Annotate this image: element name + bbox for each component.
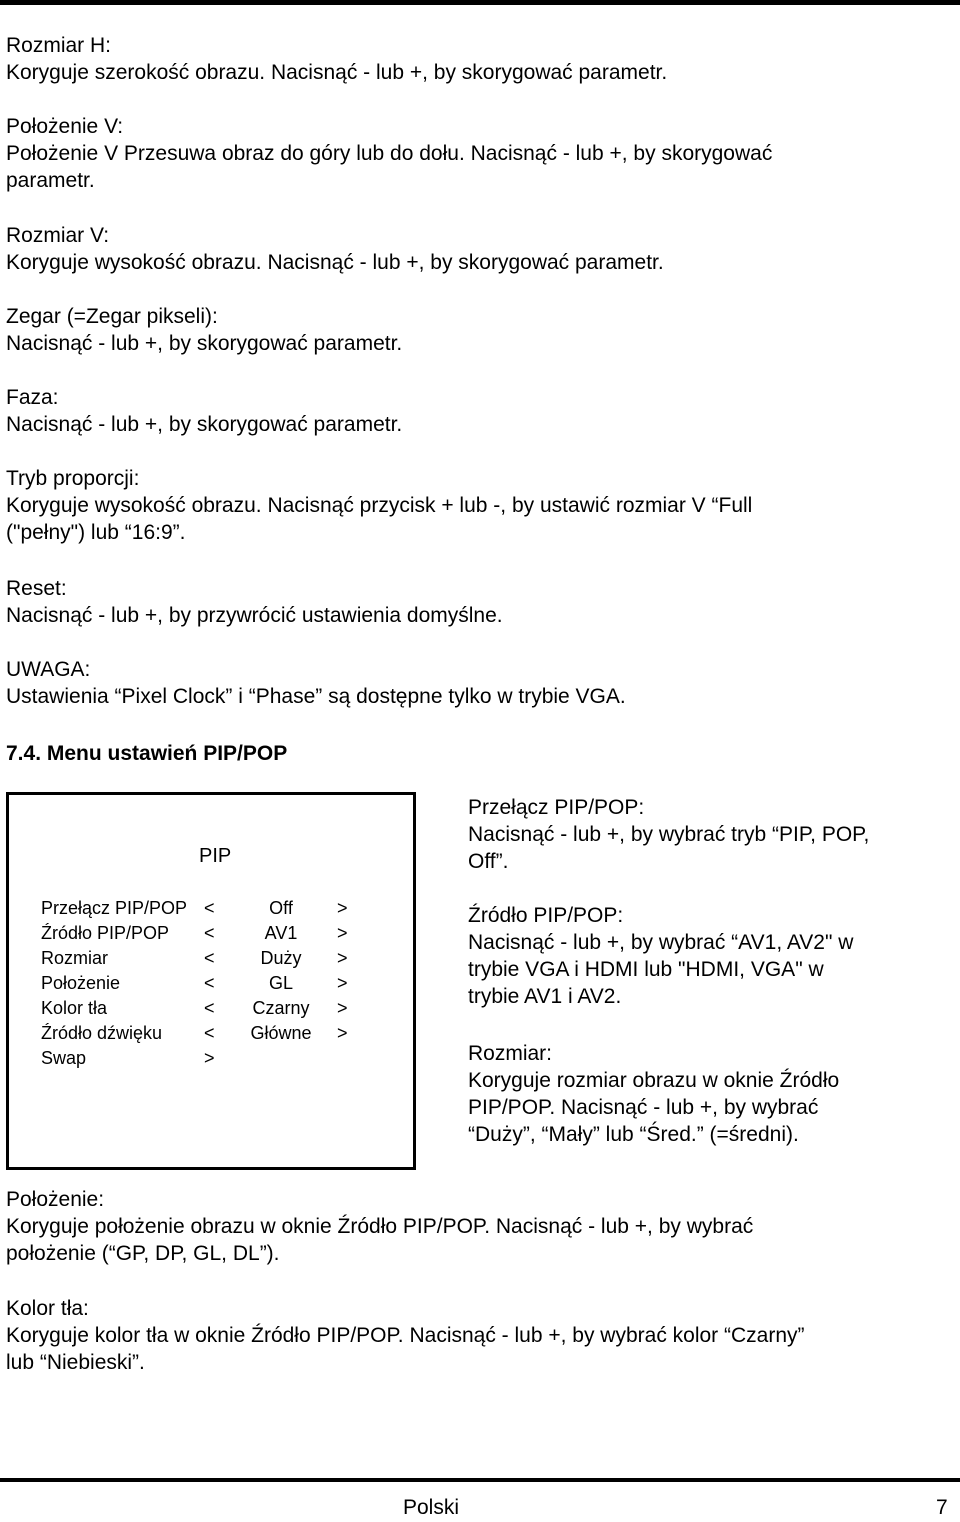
- section-faza: [6, 384, 402, 438]
- section-label: Rozmiar V:: [6, 224, 110, 247]
- menu-row-value: Duży: [260, 948, 302, 968]
- menu-row-label: Kolor tła: [41, 998, 108, 1018]
- menu-row-value: GL: [269, 973, 294, 993]
- menu-row-kolor-tla: [41, 996, 361, 1021]
- section-text: Nacisnąć - lub +, by wybrać tryb “PIP, POP,: [468, 823, 870, 846]
- section-kolor-tla: [6, 1295, 805, 1376]
- section-reset: [6, 575, 503, 629]
- section-label: Rozmiar:: [468, 1042, 553, 1065]
- section-label: Kolor tła:: [6, 1297, 89, 1320]
- section-label: Rozmiar H:: [6, 34, 112, 57]
- section-text: lub “Niebieski”.: [6, 1351, 145, 1374]
- section-text: Nacisnąć - lub +, by skorygować parametr.: [6, 332, 403, 355]
- section-text: położenie (“GP, DP, GL, DL”).: [6, 1242, 280, 1265]
- section-text: Off”.: [468, 850, 509, 873]
- section-text: Koryguje wysokość obrazu. Nacisnąć - lub +, by skorygować parametr.: [6, 251, 664, 274]
- section-text: PIP/POP. Nacisnąć - lub +, by wybrać: [468, 1096, 819, 1119]
- section-text: Nacisnąć - lub +, by wybrać “AV1, AV2" w: [468, 931, 854, 954]
- menu-row-label: Położenie: [41, 973, 121, 993]
- menu-row-label: Źródło PIP/POP: [41, 923, 170, 943]
- right-arrow: >: [337, 973, 348, 993]
- section-text: ("pełny") lub “16:9”.: [6, 521, 186, 544]
- section-zegar: [6, 303, 402, 357]
- menu-row-label: Rozmiar: [41, 948, 109, 968]
- right-arrow: >: [337, 923, 348, 943]
- section-text: parametr.: [6, 169, 95, 192]
- section-przelacz-pip-pop: [468, 794, 869, 875]
- section-heading: 7.4. Menu ustawień PIP/POP: [6, 742, 288, 765]
- menu-row-zrodlo-dzwieku: [41, 1021, 361, 1046]
- section-rozmiar-h: [6, 32, 667, 86]
- menu-row-polozenie: [41, 971, 361, 996]
- section-label: Tryb proporcji:: [6, 467, 140, 490]
- section-text: Nacisnąć - lub +, by skorygować parametr.: [6, 413, 403, 436]
- section-label: Przełącz PIP/POP:: [468, 796, 645, 819]
- menu-row-przelacz: [41, 896, 361, 921]
- menu-row-value: Główne: [250, 1023, 312, 1043]
- section-text: Koryguje położenie obrazu w oknie Źródło PIP/POP. Nacisnąć - lub +, by wybrać: [6, 1215, 754, 1238]
- page-number: 7: [936, 1496, 948, 1519]
- right-arrow: >: [337, 948, 348, 968]
- section-rozmiar: [468, 1040, 839, 1148]
- section-text: Położenie V Przesuwa obraz do góry lub do dołu. Nacisnąć - lub +, by skorygować: [6, 142, 773, 165]
- section-label: Faza:: [6, 386, 59, 409]
- section-label: Położenie V:: [6, 115, 124, 138]
- menu-row-zrodlo: [41, 921, 361, 946]
- menu-row-swap: [41, 1046, 361, 1071]
- section-label: UWAGA:: [6, 658, 91, 681]
- section-polozenie-v: [6, 113, 772, 194]
- menu-row-label: Źródło dźwięku: [41, 1023, 163, 1043]
- section-text: Koryguje szerokość obrazu. Nacisnąć - lub +, by skorygować parametr.: [6, 61, 668, 84]
- section-rozmiar-v: [6, 222, 664, 276]
- left-arrow: <: [204, 998, 215, 1018]
- left-arrow: <: [204, 898, 215, 918]
- section-text: Nacisnąć - lub +, by przywrócić ustawienia domyślne.: [6, 604, 503, 627]
- left-arrow: <: [204, 973, 215, 993]
- section-text: Koryguje rozmiar obrazu w oknie Źródło: [468, 1069, 840, 1092]
- right-arrow: >: [337, 998, 348, 1018]
- menu-row-rozmiar: [41, 946, 361, 971]
- section-label: Reset:: [6, 577, 67, 600]
- section-label: Zegar (=Zegar pikseli):: [6, 305, 218, 328]
- section-text: Koryguje kolor tła w oknie Źródło PIP/POP. Nacisnąć - lub +, by wybrać kolor “Czarny”: [6, 1324, 805, 1347]
- section-text: trybie VGA i HDMI lub "HDMI, VGA" w: [468, 958, 824, 981]
- menu-row-label: Swap: [41, 1048, 87, 1068]
- left-arrow: <: [204, 1023, 215, 1043]
- menu-row-label: Przełącz PIP/POP: [41, 898, 188, 918]
- pip-menu-screenshot: [6, 792, 416, 1170]
- enter-arrow: >: [204, 1048, 215, 1068]
- section-text: trybie AV1 i AV2.: [468, 985, 622, 1008]
- section-zrodlo-pip-pop: [468, 902, 853, 1010]
- section-label: Położenie:: [6, 1188, 105, 1211]
- section-label: Źródło PIP/POP:: [468, 904, 624, 927]
- section-text: Ustawienia “Pixel Clock” i “Phase” są dostępne tylko w trybie VGA.: [6, 685, 626, 708]
- section-tryb-proporcji: [6, 465, 752, 546]
- pip-menu-title: PIP: [199, 845, 232, 867]
- menu-row-value: Off: [269, 898, 293, 918]
- section-polozenie: [6, 1186, 753, 1267]
- footer-rule: [0, 1478, 960, 1482]
- left-arrow: <: [204, 923, 215, 943]
- footer-language: Polski: [403, 1496, 460, 1519]
- right-arrow: >: [337, 898, 348, 918]
- section-text: Koryguje wysokość obrazu. Nacisnąć przycisk + lub -, by ustawić rozmiar V “Full: [6, 494, 753, 517]
- section-uwaga: [6, 656, 626, 710]
- section-text: “Duży”, “Mały” lub “Śred.” (=średni).: [468, 1123, 799, 1146]
- menu-row-value: Czarny: [252, 998, 310, 1018]
- top-rule: [0, 0, 960, 5]
- left-arrow: <: [204, 948, 215, 968]
- right-arrow: >: [337, 1023, 348, 1043]
- menu-row-value: AV1: [264, 923, 298, 943]
